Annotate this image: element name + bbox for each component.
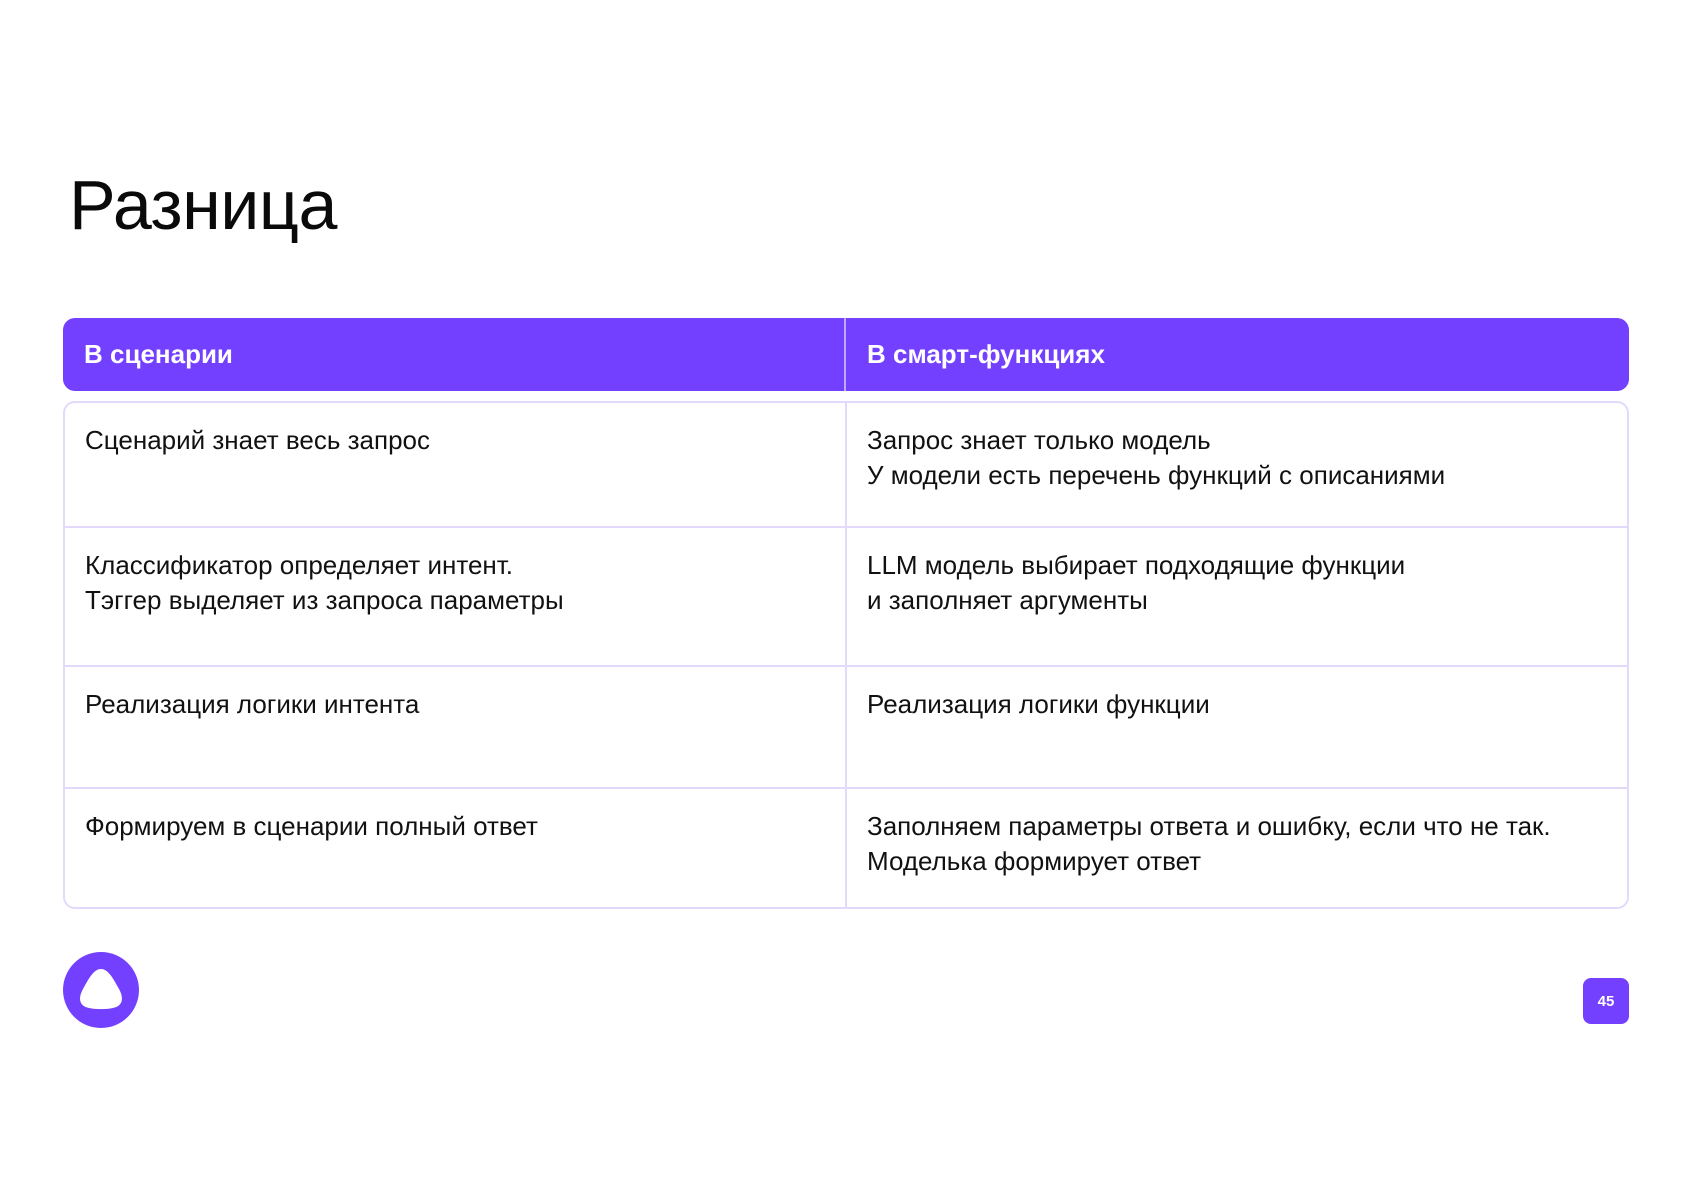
table-cell-scenario <box>65 667 847 787</box>
table-cell-smart-functions <box>847 667 1627 787</box>
table-cell-smart-functions <box>847 789 1627 907</box>
cell-text-line: У модели есть перечень функций с описаниями <box>867 460 1446 490</box>
alice-logo-icon <box>63 952 139 1028</box>
cell-text-line: Заполняем параметры ответа и ошибку, если что не так. <box>867 811 1551 841</box>
table-cell-scenario <box>65 789 847 907</box>
alice-logo-graphic <box>63 952 139 1028</box>
table-cell-smart-functions <box>847 528 1627 665</box>
cell-text-line: Классификатор определяет интент. <box>85 550 514 580</box>
slide-title: Разница <box>69 166 337 244</box>
table-row <box>65 403 1627 528</box>
table-cell-smart-functions <box>847 403 1627 526</box>
cell-text-line: Реализация логики функции <box>867 689 1210 719</box>
cell-text-line: Моделька формирует ответ <box>867 846 1202 876</box>
table-cell-scenario <box>65 403 847 526</box>
cell-text-line: Запрос знает только модель <box>867 425 1211 455</box>
cell-text-line: Реализация логики интента <box>85 689 420 719</box>
header-cell-smart-functions: В смарт-функциях <box>867 339 1105 369</box>
table-header <box>63 318 1629 391</box>
cell-text-line: Тэггер выделяет из запроса параметры <box>85 585 564 615</box>
cell-text-line: и заполняет аргументы <box>867 585 1148 615</box>
cell-text-line: LLM модель выбирает подходящие функции <box>867 550 1406 580</box>
table-row <box>65 667 1627 789</box>
comparison-table <box>63 401 1629 909</box>
cell-text-line: Формируем в сценарии полный ответ <box>85 811 538 841</box>
cell-text-line: Сценарий знает весь запрос <box>85 425 430 455</box>
table-row <box>65 528 1627 667</box>
table-cell-scenario <box>65 528 847 665</box>
page-number-badge: 45 <box>1583 978 1629 1024</box>
table-row <box>65 789 1627 907</box>
header-cell-scenario: В сценарии <box>63 318 846 391</box>
